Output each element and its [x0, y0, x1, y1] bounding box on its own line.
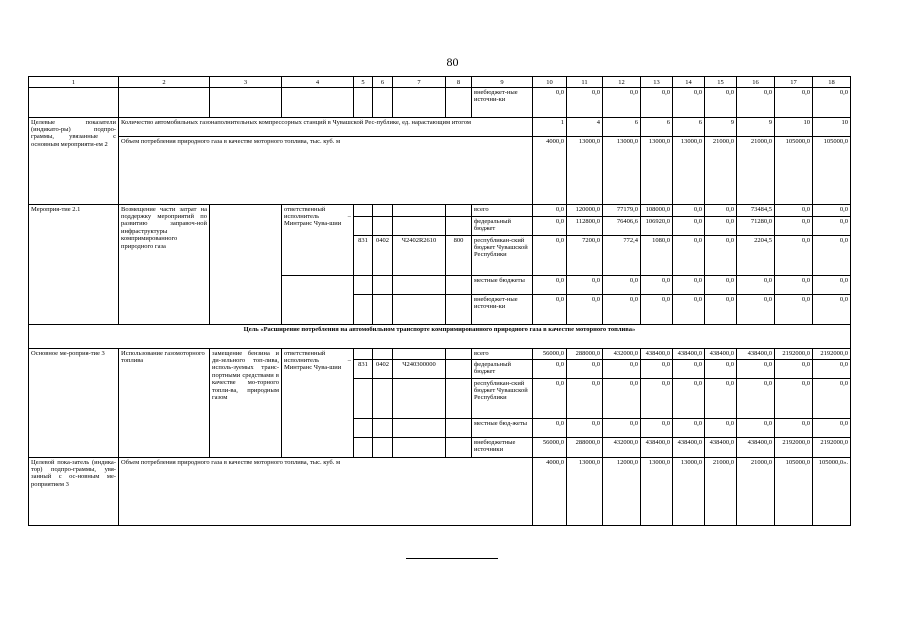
value-cell: 0,0: [705, 379, 737, 419]
vr-code: [446, 360, 472, 379]
value-cell: 0,0: [775, 236, 813, 276]
empty-cell: [393, 217, 446, 236]
empty-cell: [393, 276, 446, 295]
measure-title: Основное ме-роприя-тие 3: [29, 349, 119, 458]
value-cell: 438400,0: [673, 349, 705, 360]
value-cell: 0,0: [813, 295, 851, 325]
value-cell: 0,0: [533, 419, 567, 438]
value-cell: 0,0: [673, 88, 705, 118]
indicator-row: [29, 137, 851, 205]
value-cell: 10: [813, 118, 851, 137]
funding-source: всего: [472, 205, 533, 217]
measure-goal: [210, 205, 282, 325]
vr-code: 800: [446, 236, 472, 276]
value-cell: 0,0: [705, 360, 737, 379]
value-cell: 0,0: [813, 88, 851, 118]
value-cell: 1080,0: [641, 236, 673, 276]
column-number: 2: [119, 77, 210, 88]
value-cell: 71280,0: [737, 217, 775, 236]
value-cell: 0,0: [533, 88, 567, 118]
measure-description: Использование газомоторного топлива: [119, 349, 210, 458]
empty-cell: [373, 349, 393, 360]
value-cell: 0,0: [775, 379, 813, 419]
empty-cell: [446, 295, 472, 325]
value-cell: 0,0: [641, 88, 673, 118]
csr-code: Ч240300000: [393, 360, 446, 379]
value-cell: 56000,0: [533, 349, 567, 360]
empty-cell: [373, 419, 393, 438]
table-row: [29, 205, 851, 217]
indicator-text: Объем потребления природного газа в качестве моторного топлива, тыс. куб. м: [119, 458, 533, 526]
value-cell: 0,0: [775, 360, 813, 379]
indicator-label: Целевые показатели (индикато-ры) подпро-граммы, увязанные с основным мероприяти-ем 2: [29, 118, 119, 205]
value-cell: 0,0: [567, 360, 603, 379]
value-cell: 0,0: [567, 276, 603, 295]
column-number: 14: [673, 77, 705, 88]
value-cell: 0,0: [603, 88, 641, 118]
column-number: 12: [603, 77, 641, 88]
column-number: 5: [354, 77, 373, 88]
value-cell: 0,0: [737, 276, 775, 295]
value-cell: 0,0: [673, 205, 705, 217]
value-cell: 9: [705, 118, 737, 137]
empty-cell: [393, 349, 446, 360]
value-cell: 0,0: [603, 379, 641, 419]
empty-cell: [373, 88, 393, 118]
measure-description: Возмещение части затрат на поддержку мероприятий по развитию заправоч-ной инфраструктуры компримированного природного газа: [119, 205, 210, 325]
empty-cell: [393, 295, 446, 325]
column-number: 11: [567, 77, 603, 88]
value-cell: 0,0: [737, 88, 775, 118]
value-cell: 0,0: [603, 360, 641, 379]
value-cell: 2192000,0: [775, 349, 813, 360]
responsible-executor: ответственный исполнитель – Минтранс Чува-шии: [282, 205, 354, 276]
value-cell: 0,0: [813, 276, 851, 295]
value-cell: 13000,0: [673, 137, 705, 205]
empty-cell: [446, 419, 472, 438]
measure-goal: замещение бензина и ди-зельного топ-лива, исполь-зуемых транс-портными средствами в качестве мо-торного топли-ва, природным газом: [210, 349, 282, 458]
budget-table: [28, 76, 851, 526]
csr-code: Ч2402R2610: [393, 236, 446, 276]
empty-cell: [446, 349, 472, 360]
empty-cell: [210, 88, 282, 118]
empty-cell: [373, 295, 393, 325]
value-cell: 0,0: [775, 217, 813, 236]
funding-source: всего: [472, 349, 533, 360]
value-cell: 6: [641, 118, 673, 137]
value-cell: 0,0: [567, 88, 603, 118]
value-cell: 438400,0: [737, 438, 775, 458]
empty-cell: [373, 379, 393, 419]
value-cell: 0,0: [533, 295, 567, 325]
value-cell: 9: [737, 118, 775, 137]
empty-cell: [354, 295, 373, 325]
value-cell: 0,0: [813, 217, 851, 236]
indicator-text: Объем потребления природного газа в качестве моторного топлива, тыс. куб. м: [119, 137, 533, 205]
value-cell: 108000,0: [641, 205, 673, 217]
value-cell: 0,0: [673, 217, 705, 236]
value-cell: 0,0: [737, 295, 775, 325]
value-cell: 0,0: [705, 236, 737, 276]
value-cell: 0,0: [813, 419, 851, 438]
value-cell: 0,0: [603, 419, 641, 438]
value-cell: 0,0: [813, 379, 851, 419]
page-number: 80: [446, 55, 459, 69]
value-cell: 0,0: [705, 217, 737, 236]
funding-source: внебюджетные источники: [472, 438, 533, 458]
rzpr-code: 0402: [373, 360, 393, 379]
funding-source: федеральный бюджет: [472, 360, 533, 379]
value-cell: 0,0: [641, 419, 673, 438]
value-cell: 0,0: [603, 295, 641, 325]
value-cell: 6: [603, 118, 641, 137]
grbs-code: 831: [354, 360, 373, 379]
value-cell: 0,0: [737, 360, 775, 379]
value-cell: 288000,0: [567, 349, 603, 360]
value-cell: 7200,0: [567, 236, 603, 276]
value-cell: 438400,0: [737, 349, 775, 360]
goal-title: Цель «Расширение потребления на автомобильном транспорте компримированного природного газа в качестве моторного топлива»: [29, 325, 851, 349]
indicator-text: Количество автомобильных газонаполнительных компрессорных станций в Чувашской Рес-публике, ед. нарастающим итогом: [119, 118, 533, 137]
column-number: 7: [393, 77, 446, 88]
funding-source: местные бюд-жеты: [472, 419, 533, 438]
value-cell: 438400,0: [673, 438, 705, 458]
value-cell: 432000,0: [603, 438, 641, 458]
value-cell: 0,0: [673, 276, 705, 295]
value-cell: 2204,5: [737, 236, 775, 276]
column-number: 16: [737, 77, 775, 88]
value-cell: 13000,0: [673, 458, 705, 526]
column-number: 15: [705, 77, 737, 88]
value-cell: 77179,0: [603, 205, 641, 217]
empty-cell: [446, 276, 472, 295]
value-cell: 0,0: [603, 276, 641, 295]
empty-cell: [354, 438, 373, 458]
empty-cell: [446, 88, 472, 118]
value-cell: 0,0: [813, 360, 851, 379]
value-cell: 12000,0: [603, 458, 641, 526]
value-cell: 0,0: [533, 360, 567, 379]
value-cell: 0,0: [737, 379, 775, 419]
empty-cell: [393, 438, 446, 458]
value-cell: 0,0: [705, 295, 737, 325]
empty-cell: [373, 205, 393, 217]
rzpr-code: 0402: [373, 236, 393, 276]
value-cell: 0,0: [533, 205, 567, 217]
column-number: 13: [641, 77, 673, 88]
value-cell: 0,0: [567, 379, 603, 419]
value-cell: 772,4: [603, 236, 641, 276]
value-cell: 438400,0: [641, 349, 673, 360]
column-number: 10: [533, 77, 567, 88]
goal-row: [29, 325, 851, 349]
value-cell: 438400,0: [641, 438, 673, 458]
value-cell: 4: [567, 118, 603, 137]
funding-source: внебюджет-ные источни-ки: [472, 295, 533, 325]
header-row: [29, 77, 851, 88]
empty-cell: [446, 205, 472, 217]
value-cell: 21000,0: [737, 458, 775, 526]
value-cell: 0,0: [533, 276, 567, 295]
funding-source: республикан-ский бюджет Чувашской Республики: [472, 236, 533, 276]
footnote-divider: [406, 558, 498, 559]
empty-cell: [119, 88, 210, 118]
value-cell: 0,0: [775, 205, 813, 217]
value-cell: 288000,0: [567, 438, 603, 458]
empty-cell: [354, 379, 373, 419]
column-number: 6: [373, 77, 393, 88]
value-cell: 105000,0: [813, 137, 851, 205]
indicator-row: [29, 458, 851, 526]
column-number: 4: [282, 77, 354, 88]
value-cell: 1: [533, 118, 567, 137]
indicator-label: Целевой пока-затель (индика-тор) подпро-граммы, увя-занный с ос-новным ме-роприятием 3: [29, 458, 119, 526]
value-cell: 0,0: [775, 276, 813, 295]
value-cell: 0,0: [813, 236, 851, 276]
empty-cell: [393, 88, 446, 118]
value-cell: 0,0: [775, 295, 813, 325]
empty-cell: [393, 419, 446, 438]
empty-cell: [282, 88, 354, 118]
value-cell: 13000,0: [641, 137, 673, 205]
value-cell: 0,0: [641, 276, 673, 295]
value-cell: 4000,0: [533, 458, 567, 526]
responsible-executor: ответственный исполнитель – Минтранс Чува-шии: [282, 349, 354, 458]
empty-cell: [446, 217, 472, 236]
column-number: 8: [446, 77, 472, 88]
value-cell: 0,0: [775, 419, 813, 438]
value-cell: 10: [775, 118, 813, 137]
value-cell: 21000,0: [737, 137, 775, 205]
value-cell: 0,0: [673, 379, 705, 419]
value-cell: 0,0: [567, 295, 603, 325]
empty-cell: [354, 205, 373, 217]
empty-cell: [373, 217, 393, 236]
value-cell: 0,0: [641, 379, 673, 419]
value-cell: 0,0: [673, 295, 705, 325]
value-cell: 4000,0: [533, 137, 567, 205]
empty-cell: [29, 88, 119, 118]
column-number: 18: [813, 77, 851, 88]
value-cell: 56000,0: [533, 438, 567, 458]
value-cell: 0,0: [705, 205, 737, 217]
funding-source: федеральный бюджет: [472, 217, 533, 236]
column-number: 3: [210, 77, 282, 88]
funding-source: республикан-ский бюджет Чувашской Республики: [472, 379, 533, 419]
empty-cell: [393, 379, 446, 419]
column-number: 9: [472, 77, 533, 88]
grbs-code: 831: [354, 236, 373, 276]
table-row: [29, 349, 851, 360]
table-row: [29, 88, 851, 118]
value-cell: 438400,0: [705, 349, 737, 360]
empty-cell: [373, 438, 393, 458]
empty-cell: [354, 88, 373, 118]
value-cell: 0,0: [775, 88, 813, 118]
value-cell: 76406,6: [603, 217, 641, 236]
column-number: 1: [29, 77, 119, 88]
value-cell: 112800,0: [567, 217, 603, 236]
value-cell: 0,0: [673, 236, 705, 276]
value-cell: 2192000,0: [813, 438, 851, 458]
indicator-row: [29, 118, 851, 137]
value-cell: 2192000,0: [775, 438, 813, 458]
empty-cell: [354, 276, 373, 295]
empty-cell: [282, 276, 354, 325]
empty-cell: [446, 438, 472, 458]
value-cell: 0,0: [533, 217, 567, 236]
value-cell: 0,0: [673, 360, 705, 379]
measure-title: Мероприя-тие 2.1: [29, 205, 119, 325]
funding-source: местные бюджеты: [472, 276, 533, 295]
value-cell: 73484,5: [737, 205, 775, 217]
value-cell: 120000,0: [567, 205, 603, 217]
empty-cell: [393, 205, 446, 217]
value-cell: 0,0: [641, 360, 673, 379]
value-cell: 0,0: [533, 379, 567, 419]
value-cell: 13000,0: [567, 137, 603, 205]
value-cell: 0,0: [705, 276, 737, 295]
value-cell: 0,0: [533, 236, 567, 276]
value-cell: 0,0: [673, 419, 705, 438]
value-cell: 0,0: [813, 205, 851, 217]
value-cell: 2192000,0: [813, 349, 851, 360]
value-cell: 106920,0: [641, 217, 673, 236]
value-cell: 105000,0: [775, 458, 813, 526]
value-cell: 105000,0».: [813, 458, 851, 526]
value-cell: 0,0: [737, 419, 775, 438]
value-cell: 0,0: [705, 419, 737, 438]
value-cell: 432000,0: [603, 349, 641, 360]
value-cell: 0,0: [705, 88, 737, 118]
empty-cell: [354, 217, 373, 236]
value-cell: 21000,0: [705, 137, 737, 205]
value-cell: 438400,0: [705, 438, 737, 458]
value-cell: 13000,0: [641, 458, 673, 526]
empty-cell: [354, 419, 373, 438]
value-cell: 13000,0: [603, 137, 641, 205]
value-cell: 0,0: [641, 295, 673, 325]
value-cell: 13000,0: [567, 458, 603, 526]
empty-cell: [373, 276, 393, 295]
value-cell: 0,0: [567, 419, 603, 438]
column-number: 17: [775, 77, 813, 88]
funding-source: внебюджет-ные источни-ки: [472, 88, 533, 118]
value-cell: 6: [673, 118, 705, 137]
value-cell: 21000,0: [705, 458, 737, 526]
value-cell: 105000,0: [775, 137, 813, 205]
empty-cell: [354, 349, 373, 360]
empty-cell: [446, 379, 472, 419]
